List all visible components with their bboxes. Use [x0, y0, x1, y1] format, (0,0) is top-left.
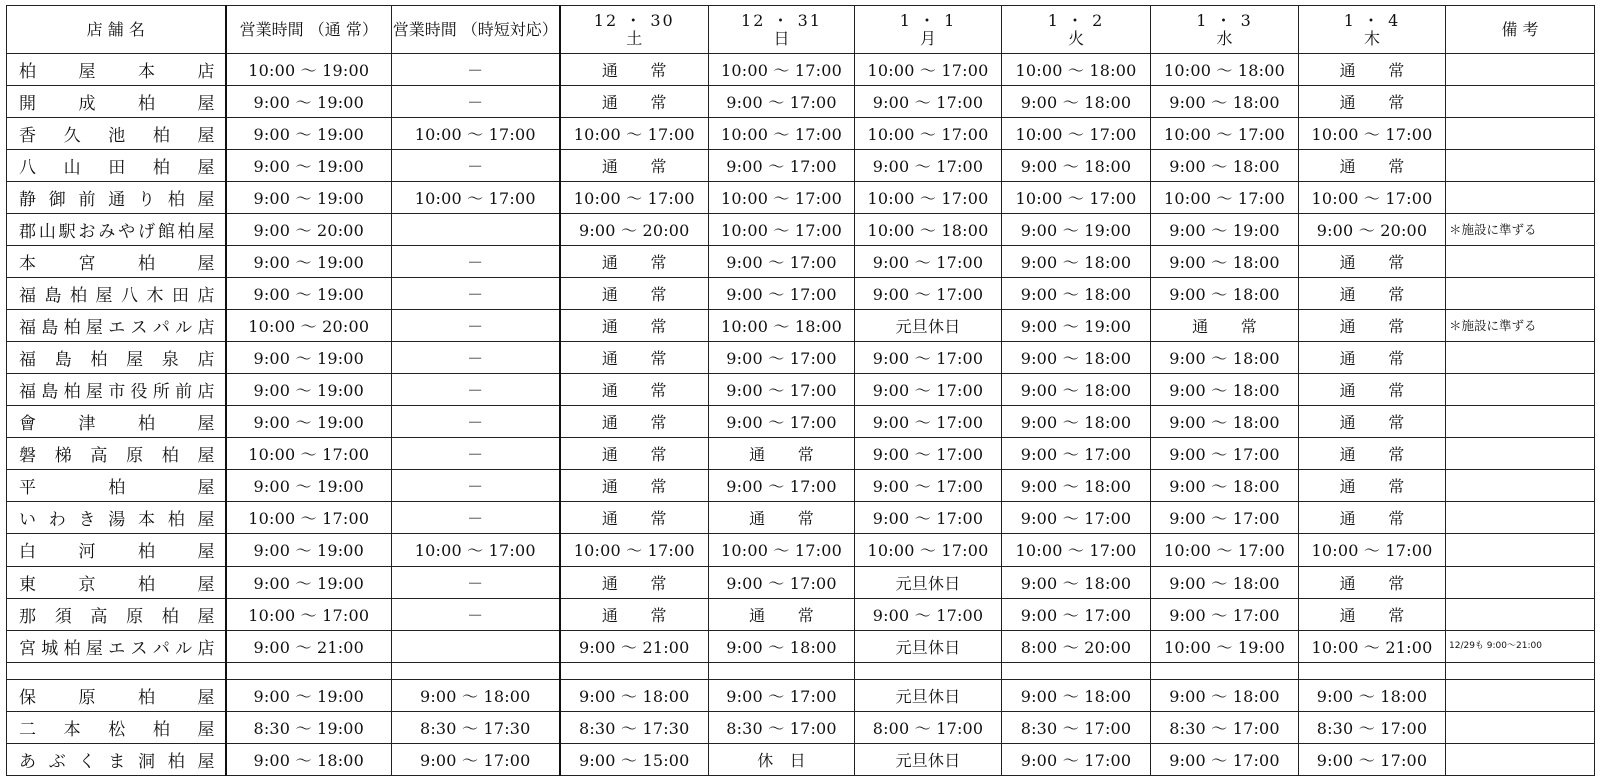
hours-regular: 9:00 ～ 21:00: [226, 630, 392, 662]
header-day-0101: [855, 6, 1002, 54]
store-note: [1446, 534, 1595, 566]
day-hours: 9:00 ～ 18:00: [1002, 342, 1151, 374]
day-hours: 9:00 ～ 17:00: [1002, 743, 1151, 775]
day-hours: 9:00 ～ 18:00: [1002, 470, 1151, 502]
store-name: 平柏屋: [7, 470, 226, 502]
other-store-rows: [7, 679, 1595, 775]
store-row: [7, 502, 1595, 534]
store-note: ＊施設に準ずる: [1446, 310, 1595, 342]
header-date: 1 ・ 4: [1343, 10, 1401, 30]
day-hours: 9:00 ～ 18:00: [1002, 246, 1151, 278]
header-date: 12 ・ 31: [741, 10, 822, 30]
day-hours: 通 常: [709, 598, 855, 630]
store-note: [1446, 150, 1595, 182]
day-hours: 10:00 ～ 17:00: [855, 54, 1002, 86]
day-hours: 通 常: [1299, 438, 1446, 470]
store-name: 福島柏屋八木田店: [7, 278, 226, 310]
store-note: [1446, 470, 1595, 502]
hours-shortened: －: [392, 374, 560, 406]
day-hours: 10:00 ～ 17:00: [1151, 534, 1299, 566]
day-hours: 8:00 ～ 20:00: [1002, 630, 1151, 662]
day-hours: 9:00 ～ 17:00: [709, 406, 855, 438]
day-hours: 9:00 ～ 17:00: [855, 150, 1002, 182]
hours-shortened: 8:30 ～ 17:30: [392, 711, 560, 743]
hours-shortened: －: [392, 470, 560, 502]
store-name: 白河柏屋: [7, 534, 226, 566]
separator-cell: [709, 662, 855, 679]
day-hours: 9:00 ～ 18:00: [1151, 470, 1299, 502]
hours-regular: 9:00 ～ 19:00: [226, 374, 392, 406]
store-name: いわき湯本柏屋: [7, 502, 226, 534]
day-hours: 10:00 ～ 18:00: [855, 214, 1002, 246]
day-hours: 10:00 ～ 18:00: [709, 310, 855, 342]
day-hours: 通 常: [560, 278, 709, 310]
separator-row: [7, 662, 1595, 679]
hours-shortened: 10:00 ～ 17:00: [392, 118, 560, 150]
store-row: [7, 342, 1595, 374]
day-hours: 通 常: [560, 502, 709, 534]
day-hours: 9:00 ～ 17:00: [1299, 743, 1446, 775]
store-row: [7, 54, 1595, 86]
day-hours: 9:00 ～ 17:00: [1151, 438, 1299, 470]
day-hours: 8:30 ～ 17:00: [1151, 711, 1299, 743]
store-note: [1446, 566, 1595, 598]
hours-regular: 9:00 ～ 19:00: [226, 566, 392, 598]
store-name: 東京柏屋: [7, 566, 226, 598]
separator-cell: [226, 662, 392, 679]
header-date: 12 ・ 30: [593, 10, 675, 30]
separator-cell: [392, 662, 560, 679]
hours-regular: 9:00 ～ 19:00: [226, 278, 392, 310]
store-row: [7, 278, 1595, 310]
hours-regular: 9:00 ～ 19:00: [226, 342, 392, 374]
day-hours: 休 日: [709, 743, 855, 775]
store-row: [7, 438, 1595, 470]
day-hours: 9:00 ～ 19:00: [1151, 214, 1299, 246]
store-name: 保原柏屋: [7, 679, 226, 711]
day-hours: 通 常: [1299, 566, 1446, 598]
store-note: [1446, 743, 1595, 775]
hours-regular: 10:00 ～ 17:00: [226, 502, 392, 534]
day-hours: 10:00 ～ 17:00: [1151, 182, 1299, 214]
day-hours: 9:00 ～ 17:00: [855, 278, 1002, 310]
day-hours: 9:00 ～ 17:00: [855, 246, 1002, 278]
day-hours: 通 常: [1299, 278, 1446, 310]
hours-regular: 8:30 ～ 19:00: [226, 711, 392, 743]
day-hours: 10:00 ～ 19:00: [1151, 630, 1299, 662]
day-hours: 通 常: [1299, 598, 1446, 630]
day-hours: 10:00 ～ 17:00: [855, 534, 1002, 566]
day-hours: 10:00 ～ 17:00: [709, 182, 855, 214]
store-note: [1446, 182, 1595, 214]
header-store-name: [7, 6, 226, 54]
day-hours: 9:00 ～ 17:00: [1002, 438, 1151, 470]
day-hours: 通 常: [560, 54, 709, 86]
store-note: [1446, 711, 1595, 743]
hours-shortened: －: [392, 150, 560, 182]
day-hours: 9:00 ～ 17:00: [1002, 598, 1151, 630]
store-row: [7, 374, 1595, 406]
day-hours: 9:00 ～ 18:00: [1151, 246, 1299, 278]
store-note: 12/29も 9:00～21:00: [1446, 630, 1595, 662]
hours-shortened: 9:00 ～ 18:00: [392, 679, 560, 711]
day-hours: 10:00 ～ 17:00: [1151, 118, 1299, 150]
day-hours: 9:00 ～ 17:00: [709, 470, 855, 502]
day-hours: 通 常: [560, 150, 709, 182]
store-row: [7, 86, 1595, 118]
day-hours: 10:00 ～ 17:00: [1299, 182, 1446, 214]
day-hours: 9:00 ～ 18:00: [1151, 374, 1299, 406]
day-hours: 10:00 ～ 18:00: [1151, 54, 1299, 86]
store-row: [7, 679, 1595, 711]
day-hours: 9:00 ～ 17:00: [1151, 598, 1299, 630]
header-weekday: 土: [626, 28, 643, 48]
header-label: 備 考: [1501, 19, 1539, 39]
store-name: 香久池柏屋: [7, 118, 226, 150]
hours-regular: 9:00 ～ 19:00: [226, 534, 392, 566]
day-hours: 9:00 ～ 18:00: [1002, 566, 1151, 598]
hours-regular: 9:00 ～ 19:00: [226, 86, 392, 118]
header-date: 1 ・ 2: [1047, 10, 1105, 30]
day-hours: 9:00 ～ 17:00: [709, 246, 855, 278]
store-row: [7, 118, 1595, 150]
day-hours: 9:00 ～ 15:00: [560, 743, 709, 775]
store-note: [1446, 374, 1595, 406]
day-hours: 10:00 ～ 17:00: [1002, 118, 1151, 150]
day-hours: 9:00 ～ 18:00: [1002, 374, 1151, 406]
holiday-hours-sheet: [6, 5, 1594, 776]
gap-section: [7, 662, 1595, 679]
header-label: 営業時間: [239, 19, 304, 39]
header-day-0103: [1151, 6, 1299, 54]
day-hours: 10:00 ～ 17:00: [709, 534, 855, 566]
day-hours: 10:00 ～ 17:00: [1002, 182, 1151, 214]
day-hours: 9:00 ～ 17:00: [709, 86, 855, 118]
day-hours: 通 常: [560, 310, 709, 342]
day-hours: 通 常: [560, 246, 709, 278]
store-row: [7, 310, 1595, 342]
hours-shortened: －: [392, 502, 560, 534]
day-hours: 10:00 ～ 17:00: [855, 182, 1002, 214]
store-name: 八山田柏屋: [7, 150, 226, 182]
day-hours: 10:00 ～ 17:00: [1299, 534, 1446, 566]
header-weekday: 火: [1067, 28, 1084, 48]
hours-regular: 9:00 ～ 19:00: [226, 118, 392, 150]
header-weekday: 木: [1363, 28, 1380, 48]
day-hours: 10:00 ～ 18:00: [1002, 54, 1151, 86]
day-hours: 8:00 ～ 17:00: [855, 711, 1002, 743]
day-hours: 9:00 ～ 17:00: [855, 502, 1002, 534]
hours-shortened: －: [392, 278, 560, 310]
store-note: [1446, 54, 1595, 86]
day-hours: 元旦休日: [855, 310, 1002, 342]
store-row: [7, 182, 1595, 214]
store-note: [1446, 278, 1595, 310]
day-hours: 10:00 ～ 17:00: [709, 214, 855, 246]
hours-regular: 9:00 ～ 19:00: [226, 150, 392, 182]
day-hours: 9:00 ～ 21:00: [560, 630, 709, 662]
hours-regular: 9:00 ～ 19:00: [226, 182, 392, 214]
store-note: [1446, 118, 1595, 150]
hours-regular: 10:00 ～ 19:00: [226, 54, 392, 86]
day-hours: 通 常: [1299, 374, 1446, 406]
day-hours: 通 常: [1299, 86, 1446, 118]
hours-regular: 9:00 ～ 18:00: [226, 743, 392, 775]
day-hours: 10:00 ～ 17:00: [709, 54, 855, 86]
day-hours: 9:00 ～ 18:00: [709, 630, 855, 662]
header-hours-regular: [226, 6, 392, 54]
day-hours: 元旦休日: [855, 743, 1002, 775]
day-hours: 9:00 ～ 17:00: [709, 150, 855, 182]
store-rows: [7, 54, 1595, 663]
hours-shortened: [392, 630, 560, 662]
day-hours: 9:00 ～ 17:00: [709, 342, 855, 374]
day-hours: 9:00 ～ 17:00: [1151, 502, 1299, 534]
day-hours: 9:00 ～ 18:00: [1002, 150, 1151, 182]
store-name: 福島柏屋泉店: [7, 342, 226, 374]
day-hours: 通 常: [560, 470, 709, 502]
day-hours: 通 常: [560, 342, 709, 374]
hours-shortened: －: [392, 342, 560, 374]
day-hours: 9:00 ～ 18:00: [1151, 86, 1299, 118]
day-hours: 通 常: [560, 598, 709, 630]
header-weekday: 月: [919, 28, 936, 48]
hours-regular: 10:00 ～ 20:00: [226, 310, 392, 342]
separator-cell: [7, 662, 226, 679]
day-hours: 9:00 ～ 18:00: [1002, 679, 1151, 711]
store-note: ＊施設に準ずる: [1446, 214, 1595, 246]
day-hours: 9:00 ～ 17:00: [709, 278, 855, 310]
day-hours: 10:00 ～ 17:00: [560, 118, 709, 150]
hours-shortened: [392, 214, 560, 246]
store-row: [7, 246, 1595, 278]
header-day-0104: [1299, 6, 1446, 54]
day-hours: 10:00 ～ 21:00: [1299, 630, 1446, 662]
day-hours: 9:00 ～ 17:00: [855, 598, 1002, 630]
day-hours: 9:00 ～ 17:00: [855, 374, 1002, 406]
day-hours: 9:00 ～ 18:00: [1151, 150, 1299, 182]
day-hours: 通 常: [560, 86, 709, 118]
store-row: [7, 711, 1595, 743]
day-hours: 通 常: [560, 566, 709, 598]
store-name: 二本松柏屋: [7, 711, 226, 743]
header-weekday: 日: [773, 28, 790, 48]
hours-regular: 10:00 ～ 17:00: [226, 598, 392, 630]
day-hours: 9:00 ～ 18:00: [1002, 406, 1151, 438]
hours-shortened: －: [392, 598, 560, 630]
day-hours: 通 常: [1299, 150, 1446, 182]
store-row: [7, 534, 1595, 566]
store-row: [7, 743, 1595, 775]
store-row: [7, 598, 1595, 630]
day-hours: 通 常: [1151, 310, 1299, 342]
hours-regular: 9:00 ～ 19:00: [226, 679, 392, 711]
day-hours: 9:00 ～ 20:00: [560, 214, 709, 246]
store-row: [7, 406, 1595, 438]
day-hours: 通 常: [1299, 406, 1446, 438]
store-name: 福島柏屋エスパル店: [7, 310, 226, 342]
store-note: [1446, 86, 1595, 118]
store-name: 開成柏屋: [7, 86, 226, 118]
day-hours: 通 常: [560, 374, 709, 406]
header-label: 営業時間: [392, 19, 457, 39]
hours-shortened: －: [392, 566, 560, 598]
day-hours: 9:00 ～ 20:00: [1299, 214, 1446, 246]
store-row: [7, 630, 1595, 662]
day-hours: 元旦休日: [855, 566, 1002, 598]
store-name: 静御前通り柏屋: [7, 182, 226, 214]
store-name: 那須高原柏屋: [7, 598, 226, 630]
day-hours: 9:00 ～ 17:00: [855, 342, 1002, 374]
day-hours: 9:00 ～ 17:00: [709, 679, 855, 711]
store-note: [1446, 679, 1595, 711]
day-hours: 9:00 ～ 18:00: [1299, 679, 1446, 711]
day-hours: 10:00 ～ 17:00: [1299, 118, 1446, 150]
store-note: [1446, 342, 1595, 374]
header-day-1230: [560, 6, 709, 54]
day-hours: 8:30 ～ 17:30: [560, 711, 709, 743]
hours-shortened: 10:00 ～ 17:00: [392, 534, 560, 566]
header-day-0102: [1002, 6, 1151, 54]
day-hours: 10:00 ～ 17:00: [560, 534, 709, 566]
day-hours: 9:00 ～ 18:00: [1151, 566, 1299, 598]
hours-shortened: －: [392, 54, 560, 86]
hours-regular: 9:00 ～ 19:00: [226, 406, 392, 438]
hours-regular: 9:00 ～ 19:00: [226, 246, 392, 278]
day-hours: 通 常: [709, 502, 855, 534]
day-hours: 9:00 ～ 17:00: [855, 438, 1002, 470]
hours-shortened: －: [392, 310, 560, 342]
header-sublabel: （時短対応）: [461, 19, 558, 39]
hours-regular: 10:00 ～ 17:00: [226, 438, 392, 470]
hours-regular: 9:00 ～ 19:00: [226, 470, 392, 502]
day-hours: 通 常: [1299, 470, 1446, 502]
hours-shortened: 10:00 ～ 17:00: [392, 182, 560, 214]
header-hours-shortened: [392, 6, 560, 54]
store-name: 福島柏屋市役所前店: [7, 374, 226, 406]
separator-cell: [1151, 662, 1299, 679]
store-hours-table: [6, 5, 1595, 776]
day-hours: 元旦休日: [855, 630, 1002, 662]
hours-regular: 9:00 ～ 20:00: [226, 214, 392, 246]
store-row: [7, 150, 1595, 182]
separator-cell: [560, 662, 709, 679]
header-label: 店 舗 名: [86, 19, 145, 39]
separator-cell: [1299, 662, 1446, 679]
header-date: 1 ・ 3: [1196, 10, 1253, 30]
store-note: [1446, 438, 1595, 470]
store-name: 郡山駅おみやげ館柏屋: [7, 214, 226, 246]
day-hours: 9:00 ～ 17:00: [855, 406, 1002, 438]
day-hours: 9:00 ～ 17:00: [855, 86, 1002, 118]
day-hours: 9:00 ～ 17:00: [855, 470, 1002, 502]
store-note: [1446, 406, 1595, 438]
store-note: [1446, 246, 1595, 278]
hours-shortened: －: [392, 86, 560, 118]
day-hours: 8:30 ～ 17:00: [1299, 711, 1446, 743]
header-date: 1 ・ 1: [899, 10, 957, 30]
store-note: [1446, 502, 1595, 534]
header-day-1231: [709, 6, 855, 54]
header-weekday: 水: [1216, 28, 1233, 48]
day-hours: 通 常: [709, 438, 855, 470]
day-hours: 通 常: [560, 406, 709, 438]
day-hours: 通 常: [1299, 54, 1446, 86]
store-name: 磐梯高原柏屋: [7, 438, 226, 470]
day-hours: 元旦休日: [855, 679, 1002, 711]
store-name: あぶくま洞柏屋: [7, 743, 226, 775]
day-hours: 9:00 ～ 18:00: [1002, 278, 1151, 310]
day-hours: 通 常: [1299, 246, 1446, 278]
separator-cell: [1002, 662, 1151, 679]
store-row: [7, 214, 1595, 246]
day-hours: 8:30 ～ 17:00: [709, 711, 855, 743]
store-name: 會津柏屋: [7, 406, 226, 438]
hours-shortened: －: [392, 406, 560, 438]
store-note: [1446, 598, 1595, 630]
day-hours: 9:00 ～ 18:00: [560, 679, 709, 711]
day-hours: 10:00 ～ 17:00: [709, 118, 855, 150]
day-hours: 9:00 ～ 18:00: [1151, 406, 1299, 438]
day-hours: 9:00 ～ 19:00: [1002, 214, 1151, 246]
hours-shortened: －: [392, 438, 560, 470]
separator-cell: [855, 662, 1002, 679]
store-row: [7, 566, 1595, 598]
day-hours: 通 常: [1299, 502, 1446, 534]
day-hours: 9:00 ～ 18:00: [1002, 86, 1151, 118]
day-hours: 9:00 ～ 17:00: [709, 566, 855, 598]
day-hours: 9:00 ～ 17:00: [1002, 502, 1151, 534]
day-hours: 10:00 ～ 17:00: [1002, 534, 1151, 566]
day-hours: 通 常: [560, 438, 709, 470]
day-hours: 通 常: [1299, 342, 1446, 374]
day-hours: 9:00 ～ 19:00: [1002, 310, 1151, 342]
day-hours: 8:30 ～ 17:00: [1002, 711, 1151, 743]
day-hours: 9:00 ～ 18:00: [1151, 342, 1299, 374]
header-sublabel: （通 常）: [308, 19, 378, 39]
header-row: [7, 6, 1595, 54]
hours-shortened: －: [392, 246, 560, 278]
day-hours: 通 常: [1299, 310, 1446, 342]
day-hours: 9:00 ～ 18:00: [1151, 679, 1299, 711]
store-name: 本宮柏屋: [7, 246, 226, 278]
hours-shortened: 9:00 ～ 17:00: [392, 743, 560, 775]
day-hours: 9:00 ～ 17:00: [709, 374, 855, 406]
store-row: [7, 470, 1595, 502]
day-hours: 9:00 ～ 18:00: [1151, 278, 1299, 310]
separator-cell: [1446, 662, 1595, 679]
day-hours: 9:00 ～ 17:00: [1151, 743, 1299, 775]
day-hours: 10:00 ～ 17:00: [560, 182, 709, 214]
day-hours: 10:00 ～ 17:00: [855, 118, 1002, 150]
store-name: 柏屋本店: [7, 54, 226, 86]
header-notes: [1446, 6, 1595, 54]
store-name: 宮城柏屋エスパル店: [7, 630, 226, 662]
